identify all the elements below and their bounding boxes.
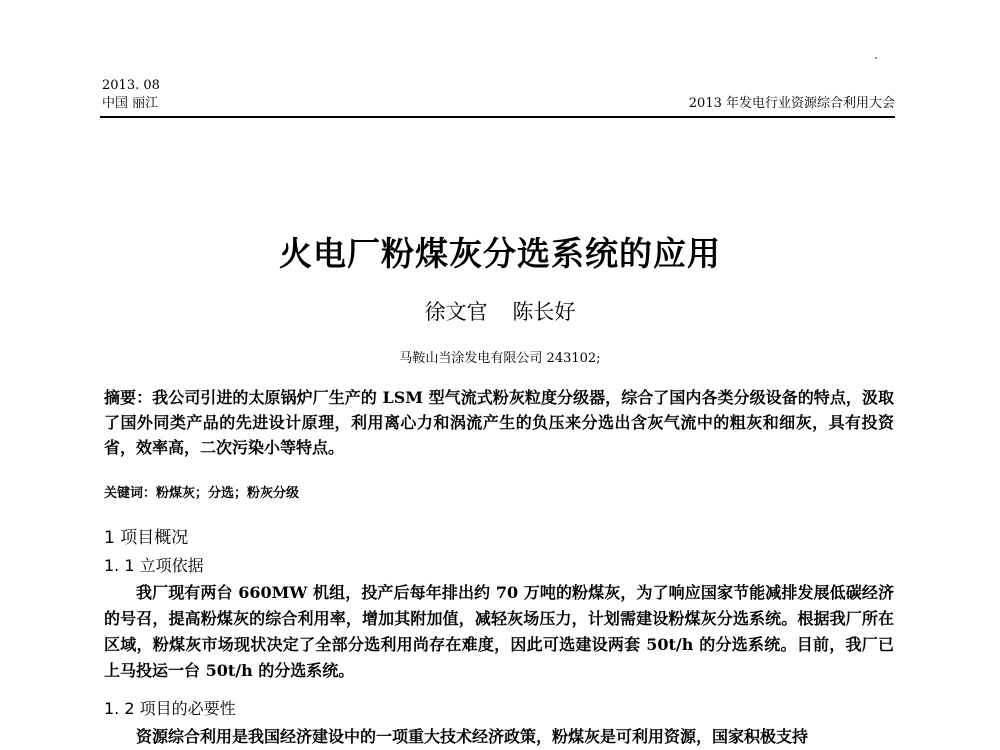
paper-title: 火电厂粉煤灰分选系统的应用 bbox=[279, 234, 721, 273]
header-conference: 2013 年发电行业资源综合利用大会 bbox=[688, 96, 895, 111]
scan-speck bbox=[875, 57, 877, 59]
header-rule bbox=[100, 116, 895, 118]
header-date: 2013. 08 bbox=[102, 78, 160, 93]
section-1-2-paragraph: 资源综合利用是我国经济建设中的一项重大技术经济政策，粉煤灰是可利用资源，国家积极支持 bbox=[136, 727, 809, 746]
header-left bbox=[102, 77, 160, 113]
paper-authors: 徐文官 陈长好 bbox=[424, 300, 576, 324]
header-location: 中国 丽江 bbox=[102, 96, 159, 111]
section-1-1-paragraph: 我厂现有两台 660MW 机组，投产后每年排出约 70 万吨的粉煤灰，为了响应国家节能减排发展低碳经济的号召，提高粉煤灰的综合利用率，增加其附加值，减轻灰场压力，计划需建设粉煤灰分选系统。根据我厂所在区域，粉煤灰市场现状决定了全部分选利用尚存在难度，因此可选建设两套 50t/h 的分选系统。目前，我厂已上马投运一台 50t/h 的分选系统。 bbox=[104, 583, 894, 680]
abstract bbox=[104, 385, 894, 460]
abstract-label: 摘要： bbox=[104, 388, 153, 407]
abstract-text: 我公司引进的太原锅炉厂生产的 LSM 型气流式粉灰粒度分级器，综合了国内各类分级设备的特点，汲取了国外同类产品的先进设计原理，利用离心力和涡流产生的负压来分选出含灰气流中的粗灰和细灰，具有投资省，效率高，二次污染小等特点。 bbox=[104, 388, 894, 457]
section-1-2-heading: 1. 2 项目的必要性 bbox=[104, 699, 236, 718]
paper-affiliation: 马鞍山当涂发电有限公司 243102; bbox=[399, 351, 601, 366]
keywords: 关键词：粉煤灰；分选；粉灰分级 bbox=[104, 486, 300, 501]
section-1-heading: 1 项目概况 bbox=[104, 528, 189, 548]
section-1-1-heading: 1. 1 立项依据 bbox=[104, 556, 204, 575]
